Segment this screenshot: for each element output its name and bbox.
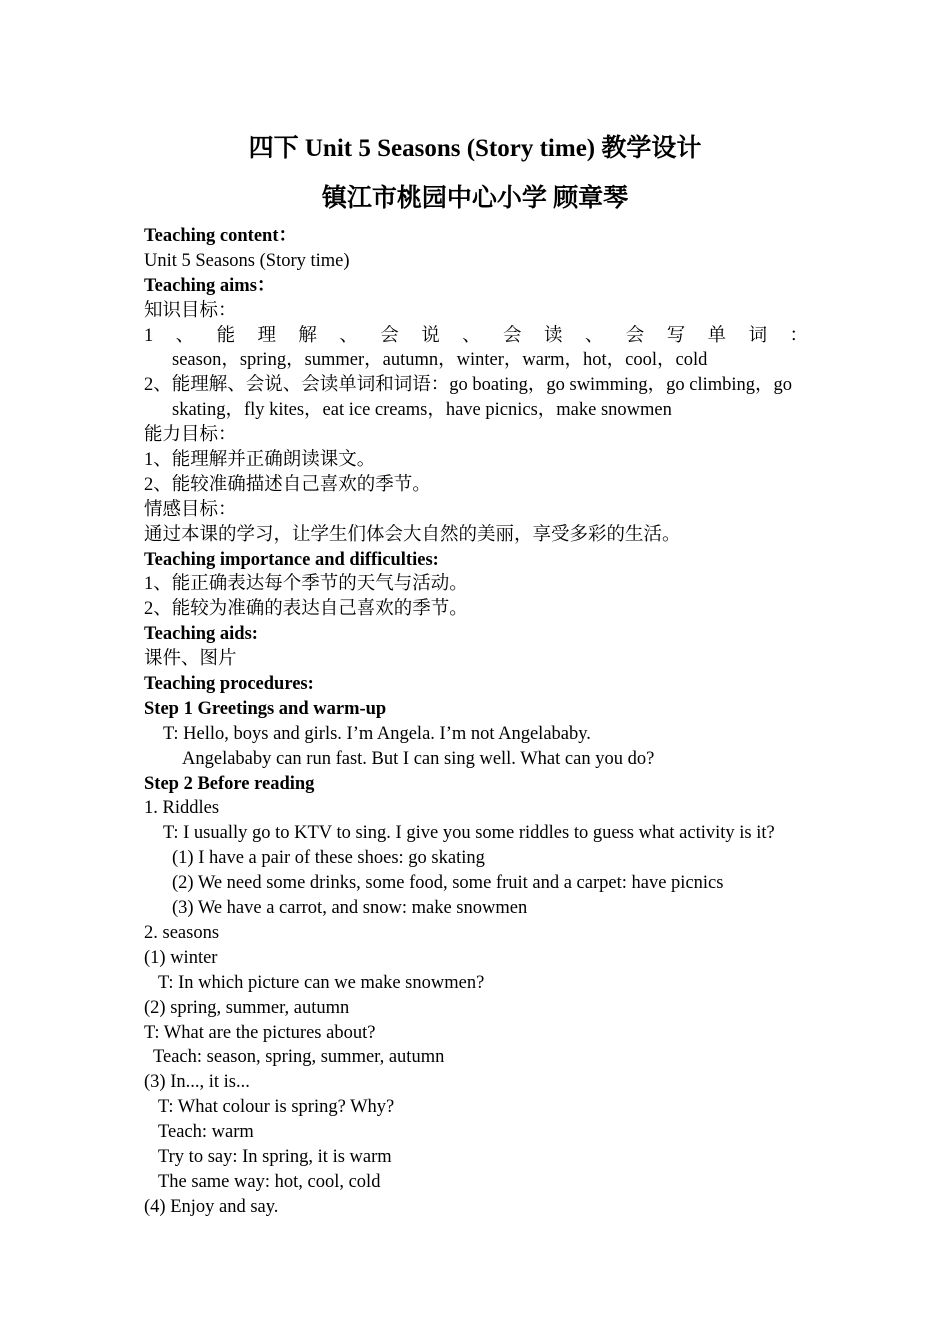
knowledge-aim-1-char: 写	[666, 325, 686, 346]
riddle-1: (1) I have a pair of these shoes: go skating	[172, 848, 485, 869]
knowledge-aim-1-char: 、	[339, 325, 358, 346]
step-2-heading: Step 2 Before reading	[144, 773, 315, 794]
riddle-2: (2) We need some drinks, some food, some fruit and a carpet: have picnics	[172, 873, 724, 894]
try-to-say: Try to say: In spring, it is warm	[158, 1146, 392, 1167]
same-way: The same way: hot, cool, cold	[158, 1171, 381, 1192]
document-body	[144, 224, 808, 1220]
pictures-question: T: What are the pictures about?	[144, 1022, 376, 1043]
importance-2: 2、能较为准确的表达自己喜欢的季节。	[144, 599, 468, 620]
ability-aim-2: 2、能较准确描述自己喜欢的季节。	[144, 474, 431, 495]
knowledge-aim-2: 2、能理解、会说、会读单词和词语：go boating，go swimming，go climbing，go	[144, 375, 793, 396]
knowledge-aim-1-char: 解	[298, 325, 317, 346]
document-title: 四下 Unit 5 Seasons (Story time) 教学设计	[248, 135, 702, 162]
spring-summer-autumn-heading: (2) spring, summer, autumn	[144, 997, 350, 1018]
enjoy-and-say: (4) Enjoy and say.	[144, 1196, 279, 1217]
step-1-heading: Step 1 Greetings and warm-up	[144, 698, 387, 719]
teach-seasons: Teach: season, spring, summer, autumn	[153, 1047, 445, 1068]
ability-aim-1: 1、能理解并正确朗读课文。	[144, 450, 376, 471]
knowledge-aim-1-words: season，spring，summer，autumn，winter，warm，hot，cool，cold	[172, 350, 708, 371]
teaching-aims-heading: Teaching aims：	[144, 275, 276, 296]
teaching-aids-text: 课件、图片	[144, 649, 237, 670]
seasons-heading: 2. seasons	[144, 922, 220, 943]
knowledge-aim-1-char: 说	[421, 325, 440, 346]
knowledge-aim-1-char: 单	[707, 325, 727, 346]
knowledge-aim-2-phrases: skating，fly kites，eat ice creams，have picnics，make snowmen	[172, 400, 672, 421]
riddles-intro: T: I usually go to KTV to sing. I give you some riddles to guess what activity is it?	[163, 823, 775, 844]
emotion-aims-heading: 情感目标：	[144, 499, 237, 520]
step-1-line-2: Angelababy can run fast. But I can sing well. What can you do?	[182, 748, 655, 769]
emotion-aim-1: 通过本课的学习，让学生们体会大自然的美丽，享受多彩的生活。	[144, 524, 681, 545]
knowledge-aim-1-char: 会	[625, 325, 645, 346]
importance-1: 1、能正确表达每个季节的天气与活动。	[144, 574, 468, 595]
riddle-3: (3) We have a carrot, and snow: make snowmen	[172, 898, 528, 919]
knowledge-aim-1-char: 会	[380, 325, 399, 346]
winter-heading: (1) winter	[144, 947, 218, 968]
knowledge-aim-1-char: 读	[543, 325, 563, 346]
knowledge-aim-1-char: 能	[216, 325, 236, 346]
knowledge-aim-1-char: 词	[748, 325, 768, 346]
teaching-content-heading: Teaching content：	[144, 226, 297, 246]
step-1-line-1: T: Hello, boys and girls. I’m Angela. I’m not Angelababy.	[163, 723, 591, 744]
knowledge-aim-1-char: 、	[584, 325, 604, 346]
knowledge-aim-1	[144, 324, 808, 349]
knowledge-aim-1-char: 、	[462, 325, 481, 346]
knowledge-aims-heading: 知识目标：	[144, 300, 237, 321]
winter-question: T: In which picture can we make snowmen?	[158, 972, 485, 993]
teaching-content-text: Unit 5 Seasons (Story time)	[144, 250, 350, 271]
colour-question: T: What colour is spring? Why?	[158, 1097, 395, 1118]
knowledge-aim-1-char: 1	[144, 325, 154, 346]
knowledge-aim-1-char: 、	[175, 325, 195, 346]
teaching-aids-heading: Teaching aids:	[144, 624, 258, 645]
riddles-heading: 1. Riddles	[144, 798, 220, 819]
document-author: 镇江市桃园中心小学 顾章琴	[321, 185, 629, 212]
knowledge-aim-1-char: 理	[257, 325, 277, 346]
procedures-heading: Teaching procedures:	[144, 674, 314, 695]
knowledge-aim-1-char: ：	[789, 325, 808, 346]
importance-heading: Teaching importance and difficulties:	[144, 549, 439, 570]
knowledge-aim-1-char: 会	[503, 325, 522, 346]
in-it-is-heading: (3) In..., it is...	[144, 1072, 250, 1093]
teach-warm: Teach: warm	[158, 1122, 254, 1143]
ability-aims-heading: 能力目标：	[144, 425, 237, 446]
